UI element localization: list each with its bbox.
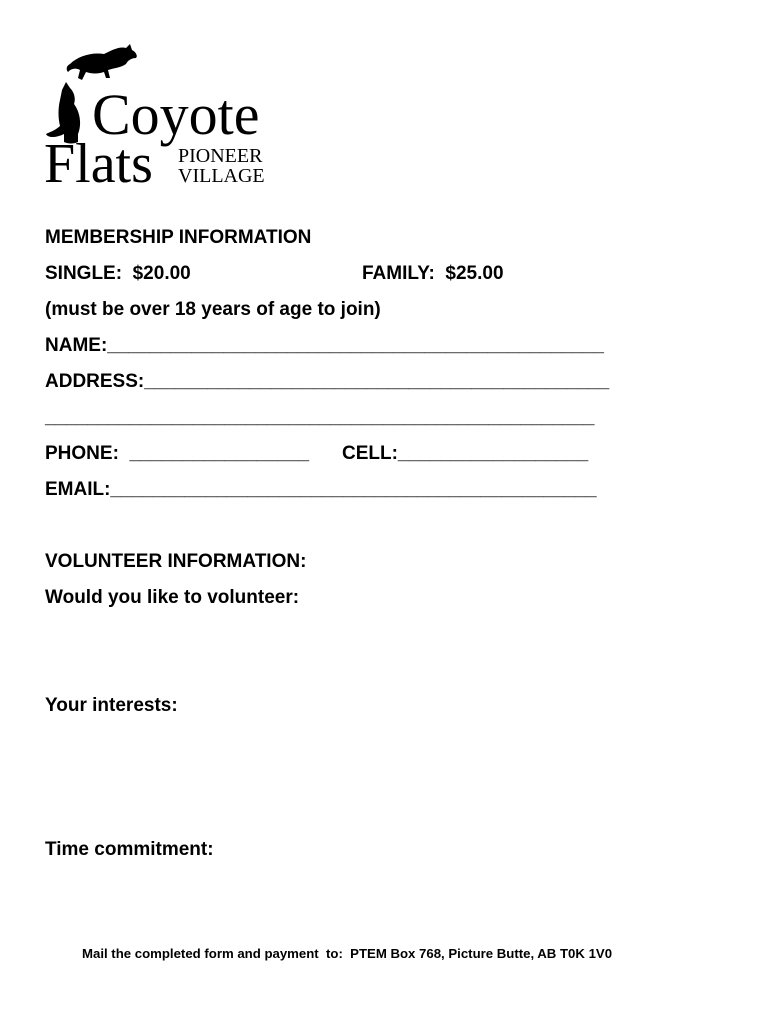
volunteer-heading: VOLUNTEER INFORMATION:: [45, 551, 307, 572]
family-price: FAMILY: $25.00: [362, 263, 504, 284]
name-field[interactable]: NAME:_______________________________________________: [45, 335, 604, 356]
time-commitment-label: Time commitment:: [45, 839, 214, 860]
address-line-2[interactable]: ____________________________________________________: [45, 407, 595, 428]
single-price: SINGLE: $20.00: [45, 263, 191, 284]
logo-sub-pioneer: PIONEER: [178, 145, 263, 167]
logo-word-flats: Flats: [44, 133, 153, 188]
membership-heading: MEMBERSHIP INFORMATION: [45, 227, 312, 248]
phone-field[interactable]: PHONE: _________________: [45, 443, 310, 464]
logo-word-coyote: Coyote: [92, 82, 260, 147]
address-field[interactable]: ADDRESS:____________________________________________: [45, 371, 610, 392]
logo-sub-village: VILLAGE: [178, 165, 265, 187]
coyote-flats-logo: [44, 42, 294, 188]
email-field[interactable]: EMAIL:______________________________________________: [45, 479, 597, 500]
mailing-instructions: Mail the completed form and payment to: PTEM Box 768, Picture Butte, AB T0K 1V0: [82, 946, 613, 961]
interests-label: Your interests:: [45, 695, 178, 716]
cell-field[interactable]: CELL:__________________: [342, 443, 589, 464]
volunteer-question: Would you like to volunteer:: [45, 587, 300, 608]
age-note: (must be over 18 years of age to join): [45, 299, 381, 320]
